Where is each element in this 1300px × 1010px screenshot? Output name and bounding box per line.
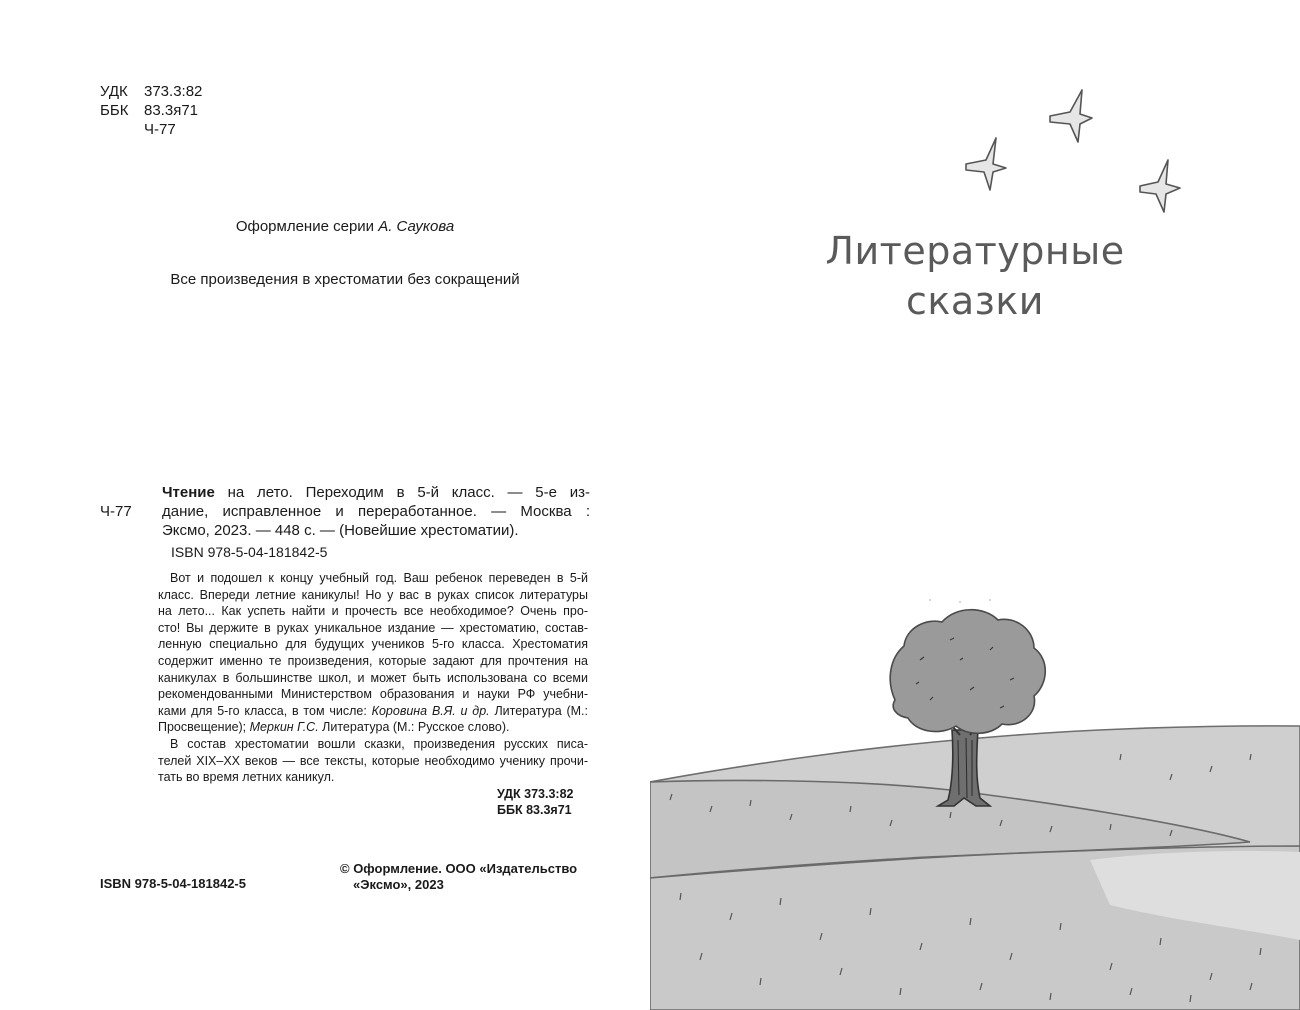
bird-icon — [966, 138, 1006, 190]
udk-block — [100, 82, 202, 139]
annotation-paragraph-1 — [158, 570, 588, 736]
udk-code: УДК 373.3:82 — [497, 787, 574, 801]
author-mark-value: Ч-77 — [144, 121, 176, 138]
section-title-page — [650, 0, 1300, 1010]
annotation-line — [158, 719, 588, 736]
annotation-line: сто! Вы держите в руках уникальное издание — хрестоматию, состав- — [158, 620, 588, 635]
annotation-paragraph-2 — [158, 736, 588, 786]
sky-specks — [929, 599, 991, 603]
landscape-illustration — [650, 0, 1300, 1010]
annotation-text: ками для 5-го класса, в том числе: — [158, 703, 372, 718]
section-title-line-1: Литературные — [825, 229, 1125, 273]
catalog-code: Ч-77 — [100, 503, 132, 520]
isbn-bottom: ISBN 978-5-04-181842-5 — [100, 876, 246, 891]
copyright-line-1: © Оформление. ООО «Издательство — [340, 861, 578, 876]
bird-icon — [1140, 160, 1180, 212]
copyright-notice — [340, 861, 577, 893]
udk-row — [100, 82, 202, 101]
udk-value: 373.3:82 — [144, 83, 203, 100]
bird-icon — [1050, 90, 1092, 142]
udk-label: УДК — [100, 83, 128, 100]
annotation-text: Литература (М.: — [489, 703, 588, 718]
catalog-line-1 — [162, 483, 590, 502]
annotation-line: В состав хрестоматии вошли сказки, произведения русских писа- — [170, 736, 588, 751]
annotation-text: Просвещение); — [158, 720, 250, 735]
catalog-line-2: дание, исправленное и переработанное. — Москва : — [162, 503, 590, 520]
bbk-value: 83.3я71 — [144, 102, 199, 119]
unabridged-note: Все произведения в хрестоматии без сокращений — [170, 271, 520, 288]
annotation-text: Литература (М.: Русское слово). — [318, 720, 510, 735]
author-mark — [100, 120, 202, 139]
annotation-line: содержит именно те произведения, которые задают для прочтения на — [158, 653, 588, 668]
catalog-title: Чтение — [162, 484, 215, 501]
catalog-line-3: Эксмо, 2023. — 448 с. — (Новейшие хрестоматии). — [162, 522, 519, 539]
annotation-line — [158, 703, 588, 720]
bbk-code: ББК 83.3я71 — [497, 803, 572, 817]
annotation-line: каникулах в большинстве школ, и может быть использована со всеми — [158, 670, 588, 685]
annotation-line: Вот и подошел к концу учебный год. Ваш ребенок переведен в 5-й — [170, 571, 588, 585]
annotation — [158, 570, 588, 786]
section-title-line-2: сказки — [906, 279, 1044, 323]
annotation-line: телей XIX–XX веков — все тексты, которые необходимо ученику прочи- — [158, 753, 588, 768]
copyright-line-2: «Эксмо», 2023 — [353, 877, 444, 892]
annotation-author: Коровина В.Я. и др. — [371, 703, 490, 718]
series-design-label: Оформление серии — [235, 218, 379, 235]
series-design-credit — [0, 218, 690, 235]
annotation-line: тать во время летних каникул. — [158, 770, 335, 785]
bbk-label: ББК — [100, 102, 129, 119]
section-title — [650, 226, 1300, 326]
catalog-isbn: ISBN 978-5-04-181842-5 — [171, 544, 328, 560]
tree-crown — [890, 610, 1045, 734]
annotation-line: класс. Впереди летние каникулы! Но у вас в руках список литературы — [158, 587, 588, 602]
annotation-line: на лето... Как успеть найти и прочесть все необходимое? Очень про- — [158, 604, 588, 619]
bbk-row — [100, 101, 202, 120]
classification-codes — [497, 786, 574, 818]
catalog-entry — [162, 483, 590, 540]
annotation-author: Меркин Г.С. — [249, 720, 319, 735]
catalog-card — [100, 483, 590, 540]
annotation-line: ленную специально для будущих учеников 5-го класса. Хрестоматия — [158, 637, 588, 652]
annotation-line: рекомендованными Министерством образования и науки РФ учебни- — [158, 687, 588, 702]
catalog-line-1-rest: на лето. Переходим в 5-й класс. — 5-е из- — [214, 484, 590, 501]
series-designer-name: А. Саукова — [378, 218, 455, 235]
